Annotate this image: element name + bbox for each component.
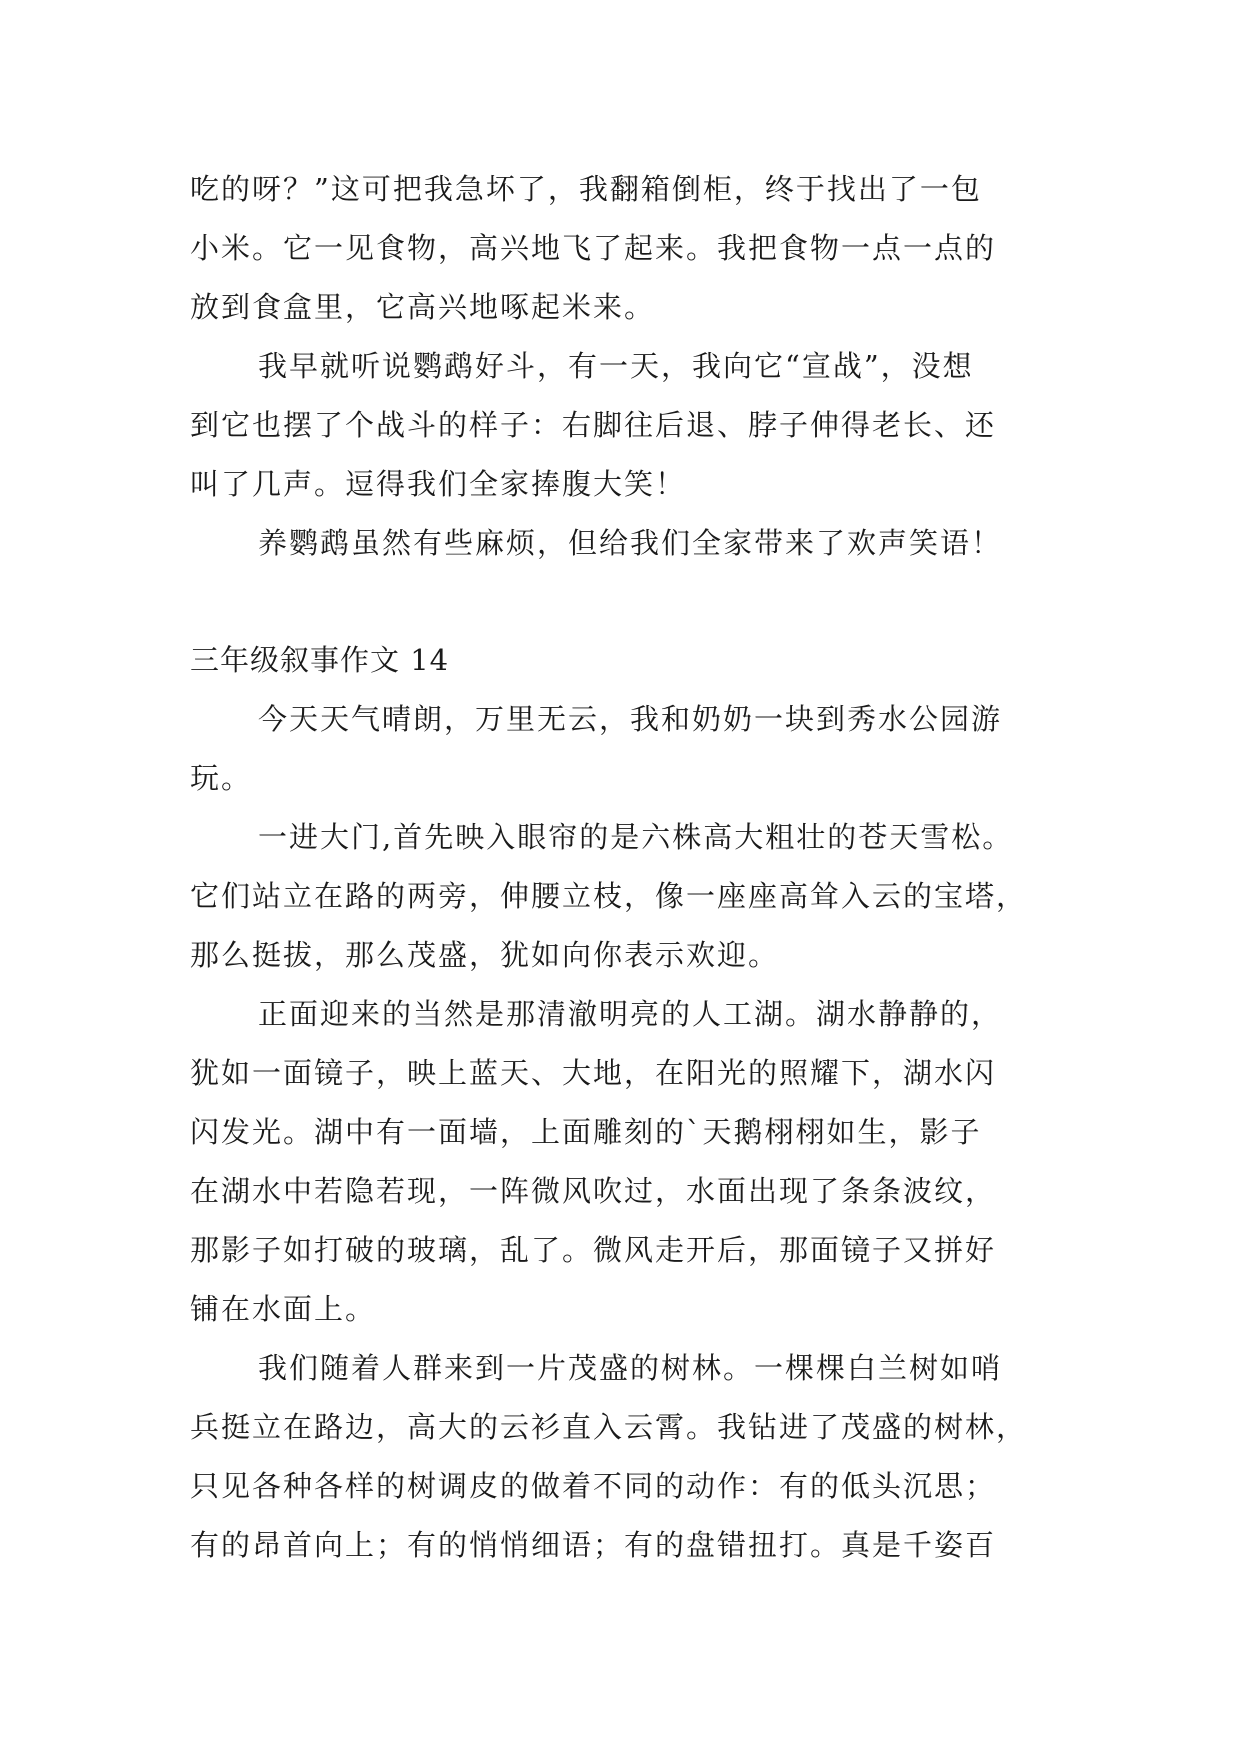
paragraph <box>190 985 1050 1339</box>
text-line: 我们随着人群来到一片茂盛的树林。一棵棵白兰树如哨 <box>258 1351 1003 1385</box>
text-line: 那影子如打破的玻璃，乱了。微风走开后，那面镜子又拼好 <box>190 1233 997 1267</box>
text-line: 兵挺立在路边，高大的云衫直入云霄。我钻进了茂盛的树林， <box>190 1410 1028 1444</box>
section-spacer <box>190 573 1050 631</box>
text-line: 一进大门,首先映入眼帘的是六株高大粗壮的苍天雪松。 <box>258 820 1014 854</box>
paragraph <box>190 1339 1050 1575</box>
text-line: 铺在水面上。 <box>190 1292 377 1326</box>
text-line: 那么挺拔，那么茂盛，犹如向你表示欢迎。 <box>190 938 780 972</box>
paragraph-continued <box>190 160 1050 337</box>
text-line: 犹如一面镜子，映上蓝天、大地，在阳光的照耀下，湖水闪 <box>190 1056 997 1090</box>
text-line: 放到食盒里，它高兴地啄起米来。 <box>190 290 656 324</box>
paragraph <box>190 337 1050 514</box>
document-body <box>190 160 1050 1575</box>
text-line: 小米。它一见食物，高兴地飞了起来。我把食物一点一点的 <box>190 231 997 265</box>
paragraph <box>190 514 1050 573</box>
text-line: 吃的呀？”这可把我急坏了，我翻箱倒柜，终于找出了一包 <box>190 172 982 206</box>
text-line: 玩。 <box>190 761 253 795</box>
text-line: 有的昂首向上；有的悄悄细语；有的盘错扭打。真是千姿百 <box>190 1528 997 1562</box>
text-line: 在湖水中若隐若现，一阵微风吹过，水面出现了条条波纹， <box>190 1174 997 1208</box>
text-line: 今天天气晴朗，万里无云，我和奶奶一块到秀水公园游 <box>258 702 1003 736</box>
text-line: 叫了几声。逗得我们全家捧腹大笑！ <box>190 467 687 501</box>
paragraph <box>190 808 1050 985</box>
essay-heading: 三年级叙事作文 14 <box>190 643 450 677</box>
text-line: 养鹦鹉虽然有些麻烦，但给我们全家带来了欢声笑语！ <box>258 526 1003 560</box>
text-line: 正面迎来的当然是那清澈明亮的人工湖。湖水静静的， <box>258 997 1003 1031</box>
text-line: 只见各种各样的树调皮的做着不同的动作：有的低头沉思； <box>190 1469 997 1503</box>
text-line: 我早就听说鹦鹉好斗，有一天，我向它“宣战”，没想 <box>258 349 974 383</box>
text-line: 闪发光。湖中有一面墙，上面雕刻的`天鹅栩栩如生，影子 <box>190 1115 982 1149</box>
text-line: 到它也摆了个战斗的样子：右脚往后退、脖子伸得老长、还 <box>190 408 997 442</box>
text-line: 它们站立在路的两旁，伸腰立枝，像一座座高耸入云的宝塔， <box>190 879 1028 913</box>
paragraph <box>190 690 1050 808</box>
